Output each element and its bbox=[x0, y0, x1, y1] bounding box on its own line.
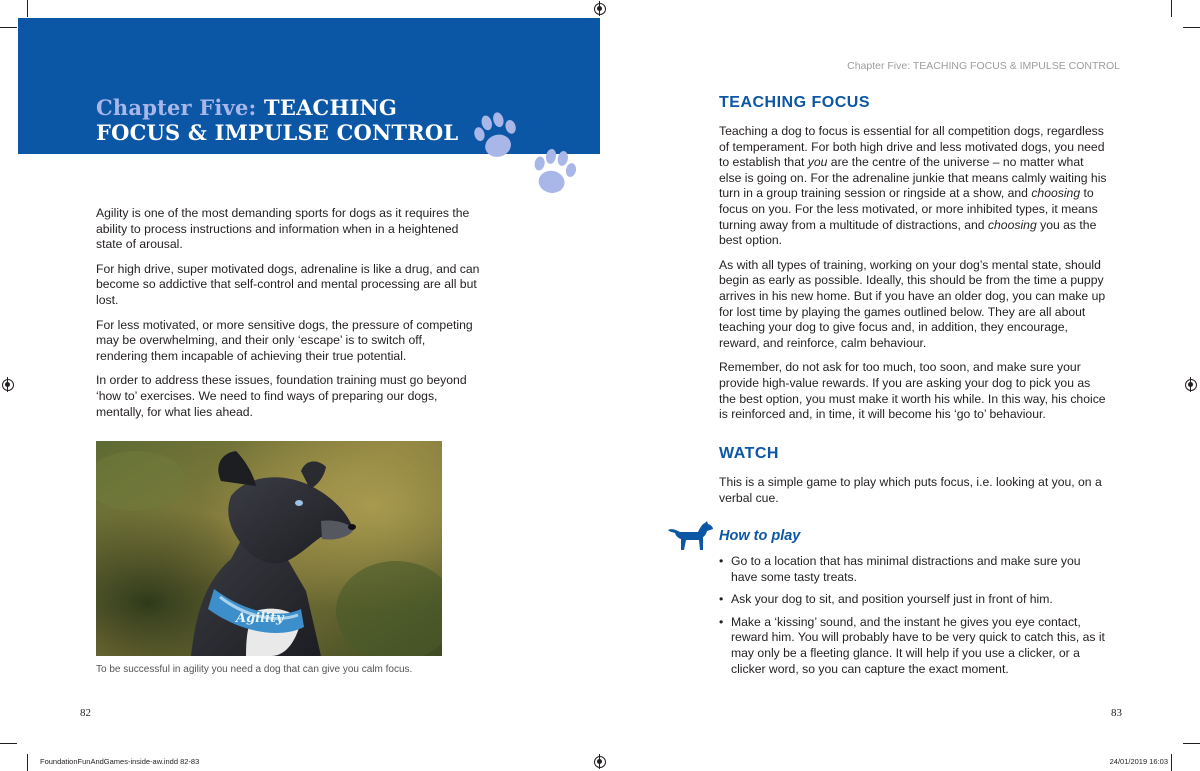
list-item: • Go to a location that has minimal distractions and make sure you have some tasty treats. bbox=[719, 554, 1107, 585]
paw-icon bbox=[466, 104, 586, 204]
crop-mark bbox=[0, 27, 17, 28]
intro-paragraph: In order to address these issues, foundation training must go beyond ‘how to’ exercises. We need to find ways of preparing our dogs, mentally, for what lies ahead. bbox=[96, 373, 467, 419]
registration-mark-icon bbox=[2, 379, 14, 391]
dog-photo bbox=[96, 441, 442, 656]
intro-text bbox=[96, 206, 480, 429]
registration-mark-icon bbox=[594, 756, 606, 768]
page-number-right: 83 bbox=[1111, 707, 1122, 719]
list-item: • Ask your dog to sit, and position yourself just in front of him. bbox=[719, 592, 1107, 608]
steps-list bbox=[719, 554, 1107, 684]
crop-mark bbox=[27, 754, 28, 771]
watch-text bbox=[719, 475, 1107, 515]
crop-mark bbox=[1171, 0, 1172, 17]
photo-caption: To be successful in agility you need a dog that can give you calm focus. bbox=[96, 664, 413, 675]
page-number-left: 82 bbox=[80, 707, 91, 719]
list-item: • Make a ‘kissing’ sound, and the instant he gives you eye contact, reward him. You will probably have to be very quick to catch this, as it may only be a fleeting glance. It will help if you use a clicker, or a clicker word, so you can capture the exact moment. bbox=[719, 615, 1107, 677]
running-head: Chapter Five: TEACHING FOCUS & IMPULSE CONTROL bbox=[847, 60, 1120, 72]
intro-paragraph: Agility is one of the most demanding sports for dogs as it requires the ability to process instructions and information when in a heightened state of arousal. bbox=[96, 206, 470, 252]
crop-mark bbox=[27, 0, 28, 17]
watch-paragraph: This is a simple game to play which puts focus, i.e. looking at you, on a verbal cue. bbox=[719, 475, 1102, 505]
chapter-title-line2: FOCUS & IMPULSE CONTROL bbox=[96, 120, 459, 145]
dog-icon bbox=[666, 520, 714, 554]
how-to-play-title: How to play bbox=[719, 528, 801, 544]
slug-filename: FoundationFunAndGames-inside-aw.indd 82-83 bbox=[40, 757, 200, 766]
teaching-focus-paragraph: Teaching a dog to focus is essential for all competition dogs, regardless of temperament. For both high drive and less motivated dogs, you need to establish that you are the centre of the universe – no matter what else is going on. For the adrenaline junkie that means calmly waiting his turn in a group training session or ringside at a show, and choosing to focus on you. For the less motivated, or more inhibited types, it means turning away from a multitude of distractions, and choosing you as the best option. bbox=[719, 124, 1107, 248]
teaching-focus-text bbox=[719, 124, 1107, 432]
collar-text: Agility bbox=[236, 611, 284, 626]
crop-mark bbox=[1171, 754, 1172, 771]
crop-mark bbox=[0, 743, 17, 744]
chapter-title-line1: TEACHING bbox=[264, 95, 398, 120]
teaching-focus-paragraph: As with all types of training, working on your dog’s mental state, should begin as early as possible. Ideally, this should be from the time a puppy arrives in his new home. But if you have an older dog, you can make up for lost time by playing the games outlined below. They are all about teaching your dog to give focus and, in addition, they encourage, reward, and reinforce, calm behaviour. bbox=[719, 257, 1106, 350]
intro-paragraph: For less motivated, or more sensitive dogs, the pressure of competing may be overwhelming, and their only ‘escape’ is to switch off, rendering them incapable of achieving their true potential. bbox=[96, 317, 473, 363]
chapter-label: Chapter Five: bbox=[96, 95, 257, 120]
registration-mark-icon bbox=[1185, 379, 1197, 391]
crop-mark bbox=[1183, 27, 1200, 28]
registration-mark-icon bbox=[594, 3, 606, 15]
slug-date: 24/01/2019 16:03 bbox=[1109, 757, 1168, 766]
section-heading-teaching-focus: TEACHING FOCUS bbox=[719, 94, 870, 111]
teaching-focus-paragraph: Remember, do not ask for too much, too soon, and make sure your provide high-value rewards. If you are asking your dog to pick you as the best option, you must make it worth his while. In this way, his choice is reinforced and, in time, it will become his ‘go to’ behaviour. bbox=[719, 360, 1106, 422]
chapter-title bbox=[96, 95, 516, 145]
crop-mark bbox=[1183, 743, 1200, 744]
section-heading-watch: WATCH bbox=[719, 445, 779, 462]
intro-paragraph: For high drive, super motivated dogs, adrenaline is like a drug, and can become so addictive that self-control and mental processing are all but lost. bbox=[96, 261, 480, 307]
